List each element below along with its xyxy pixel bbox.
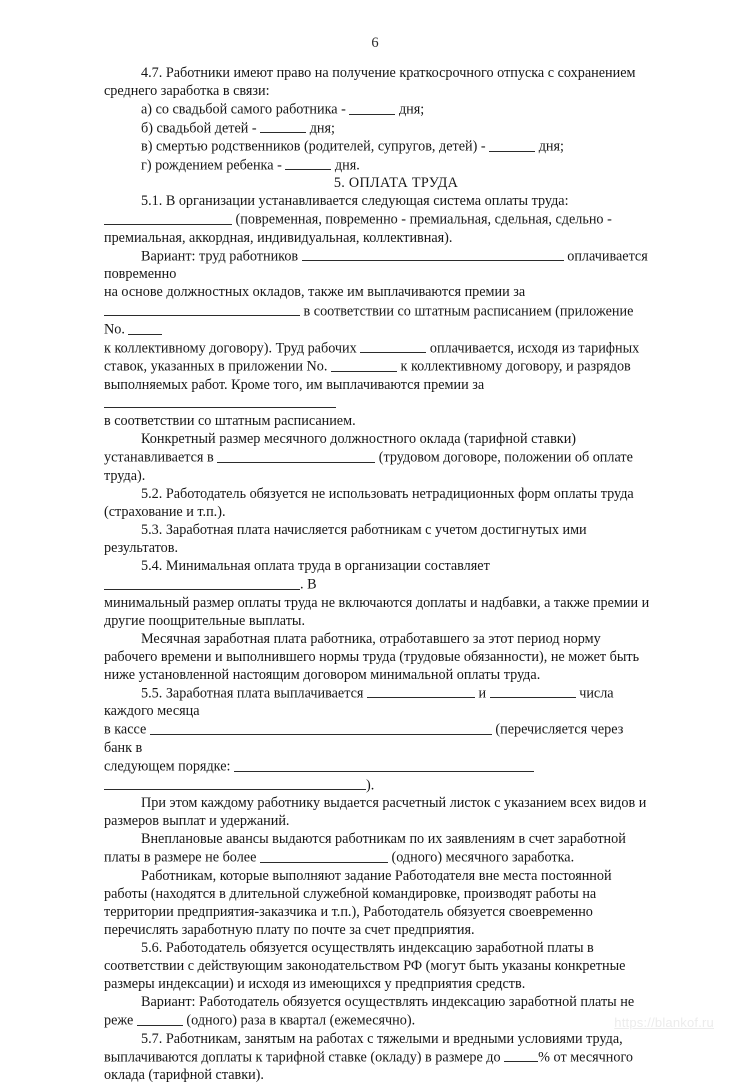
item-b-text-after: дня; bbox=[306, 120, 335, 137]
paragraph-5-7-line2 bbox=[104, 1048, 651, 1067]
variant-1-text-after: оплачивается повременно bbox=[104, 248, 648, 283]
p57-text-b: % от месячного bbox=[538, 1049, 634, 1066]
item-g-text-after: дня. bbox=[331, 157, 360, 174]
p54-text-b: . В bbox=[300, 576, 317, 593]
paragraph-business-trip: Работникам, которые выполняют задание Работодателя вне места постоянной работы (находятся в длительной служебной командировке, производят работы на территории предприятия-заказчика и т.п.), Работодатель обязуется своевременно перечислять заработную плату по почте за счет предприятия. bbox=[104, 867, 612, 938]
blank-field-death-relatives[interactable] bbox=[489, 137, 535, 151]
blank-field-manual-workers[interactable] bbox=[360, 339, 426, 353]
paragraph-variant-1-line4 bbox=[104, 339, 651, 358]
blank-field-child-birth[interactable] bbox=[285, 156, 331, 170]
page-number: 6 bbox=[371, 35, 379, 51]
paragraph-4-7-item-b bbox=[104, 119, 651, 138]
p55-text-c: числа каждого месяца bbox=[104, 685, 614, 720]
p55-text-b: и bbox=[474, 685, 490, 702]
blank-field-bonus-reason[interactable] bbox=[104, 394, 336, 408]
variant-1-line5-text-a: ставок, указанных в приложении No. bbox=[104, 358, 331, 375]
blank-field-hazard-percent[interactable] bbox=[504, 1048, 538, 1062]
variant-1-line4-text-b: оплачивается, исходя из тарифных bbox=[426, 340, 640, 357]
paragraph-konkret-line3: труда). bbox=[104, 467, 146, 484]
paragraph-5-4-line3: другие поощрительные выплаты. bbox=[104, 612, 305, 629]
p55-line3-text-a: следующем порядке: bbox=[104, 758, 234, 775]
site-watermark: https://blankof.ru bbox=[614, 1015, 714, 1030]
blank-field-salary-document[interactable] bbox=[217, 448, 375, 462]
konkret-text-b: (трудовом договоре, положении об оплате bbox=[375, 449, 633, 466]
paragraph-5-5-line1 bbox=[104, 684, 651, 721]
p54-text-a: 5.4. Минимальная оплата труда в организации составляет bbox=[141, 558, 490, 575]
item-g-text-before: г) рождением ребенка - bbox=[141, 157, 286, 174]
paragraph-monthly-wage: Месячная заработная плата работника, отработавшего за этот период норму рабочего времени и выполнившего нормы труда (трудовые обязанности), не может быть ниже установленной настоящим договором минимальной оплаты труда. bbox=[104, 630, 640, 683]
blank-field-pay-system[interactable] bbox=[104, 210, 232, 224]
p55-line3-text-b: ). bbox=[366, 777, 375, 794]
variant-2-text-a: реже bbox=[104, 1012, 137, 1029]
blank-field-cash-desk[interactable] bbox=[150, 720, 492, 734]
paragraph-4-7-item-c bbox=[104, 137, 651, 156]
paragraph-4-7-item-a bbox=[104, 100, 651, 119]
paragraph-5-4-line2: минимальный размер оплаты труда не включаются доплаты и надбавки, а также премии и bbox=[104, 594, 650, 611]
paragraph-5-1-line1: 5.1. В организации устанавливается следующая система оплаты труда: bbox=[141, 193, 569, 210]
blank-field-bank-order-2[interactable] bbox=[104, 776, 366, 790]
blank-field-wedding-children[interactable] bbox=[260, 119, 306, 133]
variant-1-line6-text: выполняемых работ. Кроме того, им выплачиваются премии за bbox=[104, 376, 485, 393]
blank-field-indexation-frequency[interactable] bbox=[137, 1011, 183, 1025]
konkret-text-a: устанавливается в bbox=[104, 449, 218, 466]
variant-1-line3-text: в соответствии со штатным расписанием (приложение No. bbox=[104, 303, 634, 338]
paragraph-variant-2-line1: Вариант: Работодатель обязуется осуществлять индексацию заработной платы не bbox=[141, 994, 635, 1011]
blank-field-appendix-no-2[interactable] bbox=[331, 357, 397, 371]
variant-1-line5-text-b: к коллективному договору, и разрядов bbox=[397, 358, 631, 375]
paragraph-variant-1-line5 bbox=[104, 357, 651, 376]
item-a-text-before: а) со свадьбой самого работника - bbox=[141, 101, 350, 118]
p57-text-a: выплачиваются доплаты к тарифной ставке (окладу) в размере до bbox=[104, 1049, 505, 1066]
blank-field-bonus-basis[interactable] bbox=[104, 302, 300, 316]
paragraph-4-7-item-g bbox=[104, 156, 651, 175]
document-body bbox=[104, 64, 651, 1084]
paragraph-variant-1-line2: на основе должностных окладов, также им выплачиваются премии за bbox=[104, 284, 526, 301]
paragraph-5-5-line2 bbox=[104, 720, 651, 757]
paragraph-variant-1-line3 bbox=[104, 302, 651, 339]
paragraph-advances-line1: Внеплановые авансы выдаются работникам по их заявлениям в счет заработной bbox=[141, 831, 626, 848]
variant-1-line4-text-a: к коллективному договору). Труд рабочих bbox=[104, 340, 361, 357]
p55-line2-text-b: (перечисляется через банк в bbox=[104, 721, 624, 756]
paragraph-variant-1-line6 bbox=[104, 376, 651, 413]
blank-field-payday-1[interactable] bbox=[367, 684, 475, 698]
paragraph-variant-1-line7: в соответствии со штатным расписанием. bbox=[104, 413, 356, 430]
paragraph-konkret-line2 bbox=[104, 448, 651, 467]
item-a-text-after: дня; bbox=[395, 101, 425, 118]
section-heading-5: 5. ОПЛАТА ТРУДА bbox=[333, 175, 459, 192]
paragraph-5-7-line3: оклада (тарифной ставки). bbox=[104, 1067, 264, 1084]
paragraph-variant-2-line2 bbox=[104, 1011, 651, 1030]
paragraph-5-1-line3: премиальная, аккордная, индивидуальная, коллективная). bbox=[104, 229, 453, 246]
variant-1-text-before: Вариант: труд работников bbox=[141, 248, 302, 265]
paragraph-5-4-line1 bbox=[104, 557, 651, 594]
paragraph-payslip: При этом каждому работнику выдается расчетный листок с указанием всех видов и размеров выплат и удержаний. bbox=[104, 795, 647, 830]
paragraph-advances-line2 bbox=[104, 848, 651, 867]
blank-field-minimum-wage[interactable] bbox=[104, 575, 300, 589]
item-c-text-before: в) смертью родственников (родителей, супругов, детей) - bbox=[141, 138, 490, 155]
blank-field-wedding-self[interactable] bbox=[349, 100, 395, 114]
advances-text-a: платы в размере не более bbox=[104, 849, 260, 866]
item-b-text-before: б) свадьбой детей - bbox=[141, 120, 261, 137]
advances-text-b: (одного) месячного заработка. bbox=[387, 849, 575, 866]
paragraph-4-7-intro: 4.7. Работники имеют право на получение краткосрочного отпуска с сохранением среднего заработка в связи: bbox=[104, 65, 636, 100]
paragraph-5-6: 5.6. Работодатель обязуется осуществлять индексацию заработной платы в соответствии с действующим законодательством РФ (могут быть указаны конкретные размеры индексации) и исходя из имеющихся у предприятия средств. bbox=[104, 939, 626, 993]
paragraph-5-7-line1: 5.7. Работникам, занятым на работах с тяжелыми и вредными условиями труда, bbox=[141, 1030, 623, 1047]
blank-field-payday-2[interactable] bbox=[490, 684, 576, 698]
blank-field-advance-limit[interactable] bbox=[260, 848, 388, 862]
blank-field-appendix-no-1[interactable] bbox=[128, 320, 162, 334]
paragraph-5-3: 5.3. Заработная плата начисляется работникам с учетом достигнутых ими результатов. bbox=[104, 521, 587, 557]
paragraph-5-1-line2-text: (повременная, повременно - премиальная, сдельная, сдельно - bbox=[232, 211, 612, 228]
paragraph-5-5-line3 bbox=[104, 757, 651, 794]
p55-text-a: 5.5. Заработная плата выплачивается bbox=[141, 685, 367, 702]
paragraph-5-1-line2 bbox=[104, 210, 651, 229]
paragraph-5-2: 5.2. Работодатель обязуется не использовать нетрадиционных форм оплаты труда (страхование и т.п.). bbox=[104, 485, 634, 520]
item-c-text-after: дня; bbox=[535, 138, 564, 155]
variant-2-text-b: (одного) раза в квартал (ежемесячно). bbox=[182, 1012, 416, 1029]
paragraph-konkret-line1: Конкретный размер месячного должностного оклада (тарифной ставки) bbox=[141, 431, 577, 448]
p55-line2-text-a: в кассе bbox=[104, 721, 150, 738]
paragraph-variant-1-line1 bbox=[104, 247, 651, 284]
blank-field-workers-category[interactable] bbox=[302, 247, 564, 261]
blank-field-bank-order-1[interactable] bbox=[234, 757, 534, 771]
